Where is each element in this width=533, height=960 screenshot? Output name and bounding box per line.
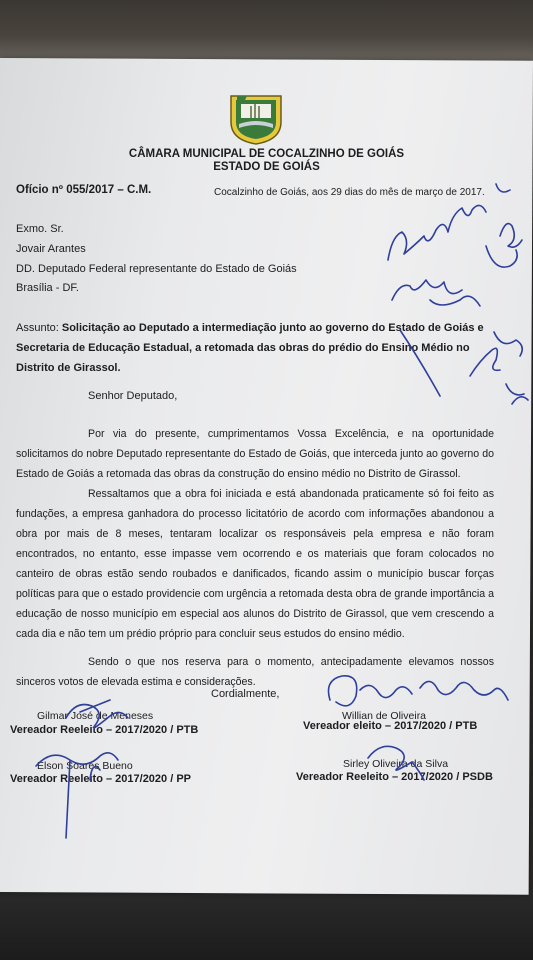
recipient-title: DD. Deputado Federal representante do Estado de Goiás <box>16 263 297 275</box>
signatory-1-role: Vereador Reeleito – 2017/2020 / PTB <box>10 724 199 736</box>
oficio-number: Ofício nº 055/2017 – C.M. <box>16 184 152 196</box>
signatory-2-name: Willian de Oliveira <box>342 710 427 722</box>
place-date: Cocalzinho de Goiás, aos 29 dias do mês de março de 2017. <box>214 187 485 198</box>
signatory-4-role: Vereador Reeleito – 2017/2020 / PSDB <box>296 771 493 783</box>
recipient-city: Brasília - DF. <box>16 282 79 294</box>
greeting: Senhor Deputado, <box>88 390 178 402</box>
recipient-salutation: Exmo. Sr. <box>16 223 64 235</box>
paragraph-2 <box>16 484 494 644</box>
paragraph-2-text: Ressaltamos que a obra foi iniciada e está abandonada praticamente só foi feito as fundações, a empresa ganhadora do processo licitatório de acordo com informações abandonou a obra por mais de 8 meses, tentaram localizar os responsáveis pela empresa e não foram encontrados, no entanto, esse impasse vem ocorrendo e os materiais que foram colocados no canteiro de obras estão sendo roubados e danificados, ficando assim o município buscar forças políticas para que o estado providencie com urgência a retomada desta obra de grande importância a educação de nosso município em especial aos alunos do Distrito de Girassol, que vem crescendo a cada dia e não tem um prédio próprio para concluir seus estudos do ensino médio. <box>16 488 494 640</box>
signatory-4-name: Sirley Oliveira da Silva <box>343 758 449 770</box>
background-bottom <box>0 890 533 960</box>
signatory-3-name: Elson Soares Bueno <box>37 760 133 772</box>
letterhead-line1: CÂMARA MUNICIPAL DE COCALZINHO DE GOIÁS <box>128 148 405 160</box>
background-top <box>0 0 533 62</box>
subject-text: Solicitação ao Deputado a intermediação junto ao governo do Estado de Goiás e Secretaria de Educação Estadual, a retomada das obras do prédio do Ensino Médio no Distrito de Girassol. <box>16 322 484 374</box>
subject-label: Assunto: <box>16 322 59 334</box>
paragraph-1 <box>16 424 494 484</box>
paragraph-3-text: Sendo o que nos reserva para o momento, antecipadamente elevamos nossos sinceros votos de elevada estima e considerações. <box>16 656 494 688</box>
signatory-1-name: Gilmar José de Meneses <box>37 710 154 722</box>
subject-block <box>16 318 498 378</box>
municipal-emblem-icon <box>227 92 285 146</box>
paragraph-1-text: Por via do presente, cumprimentamos Vossa Excelência, e na oportunidade solicitamos do nobre Deputado representante do Estado de Goiás, que interceda junto ao governo do Estado de Goiás a retomada das obras da construção do ensino médio no Distrito de Girassol. <box>16 428 494 480</box>
letterhead-line2: ESTADO DE GOIÁS <box>213 161 320 173</box>
signatory-2-role: Vereador eleito – 2017/2020 / PTB <box>303 720 478 732</box>
paragraph-3 <box>16 652 494 692</box>
recipient-name: Jovair Arantes <box>16 243 86 255</box>
signatory-3-role: Vereador Reeleito – 2017/2020 / PP <box>10 773 192 785</box>
closing: Cordialmente, <box>211 688 280 700</box>
